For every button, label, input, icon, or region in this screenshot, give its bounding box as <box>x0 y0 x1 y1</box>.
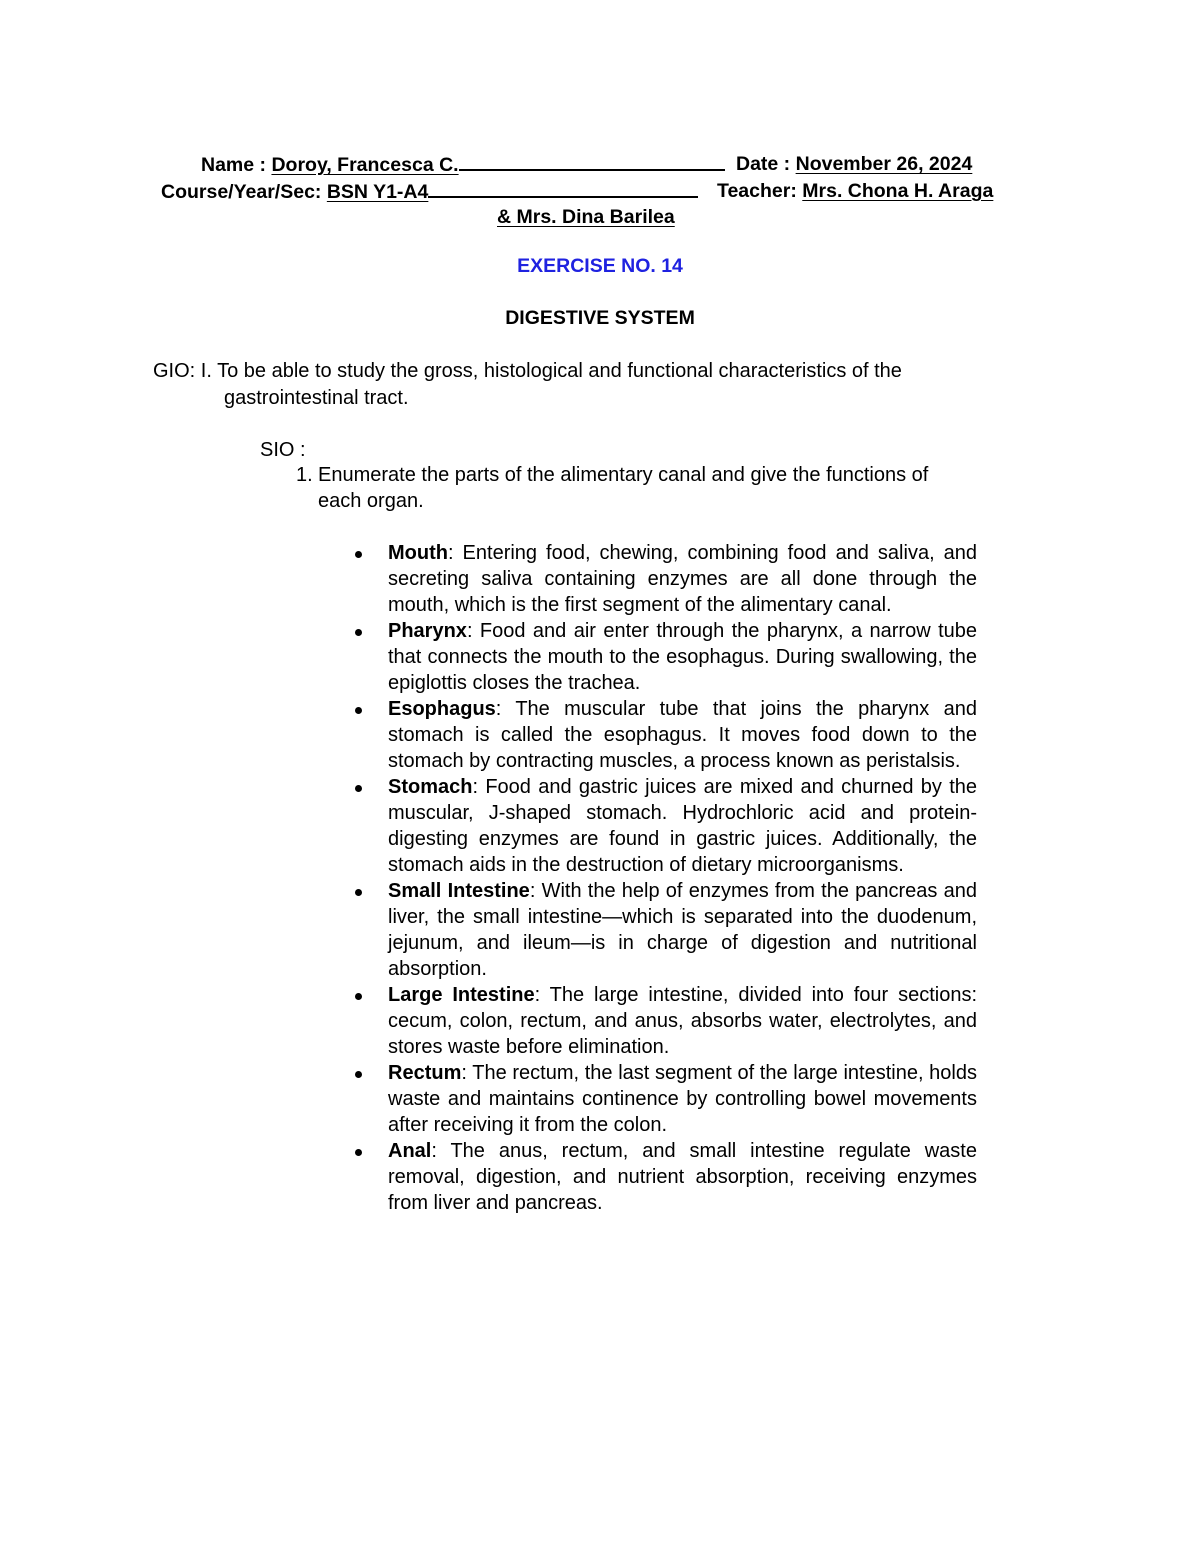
organ-term: Anal <box>388 1140 432 1162</box>
organ-list <box>388 540 977 1216</box>
organ-term: Stomach <box>388 776 473 798</box>
bullet-icon <box>355 707 362 714</box>
date-value: November 26, 2024 <box>795 153 973 175</box>
name-label: Name : <box>201 154 272 176</box>
list-item <box>388 774 977 878</box>
organ-description: : The muscular tube that joins the pharynx and stomach is called the esophagus. It moves food down to the stomach by contracting muscles, a process known as peristalsis. <box>388 698 977 772</box>
date-label: Date : <box>736 153 796 175</box>
list-item <box>388 1138 977 1216</box>
organ-term: Pharynx <box>388 620 467 642</box>
list-item <box>388 618 977 696</box>
teacher-value-continued: & Mrs. Dina Barilea <box>497 206 675 228</box>
organ-description: : Entering food, chewing, combining food and saliva, and secreting saliva containing enzymes are all done through the mouth, which is the first segment of the alimentary canal. <box>388 542 977 616</box>
course-underline <box>428 178 698 198</box>
bullet-icon <box>355 1149 362 1156</box>
bullet-icon <box>355 785 362 792</box>
sio-item-number: 1. <box>296 464 313 486</box>
sio-item-line-1: Enumerate the parts of the alimentary canal and give the functions of <box>318 464 929 486</box>
organ-description: : The large intestine, divided into four sections: cecum, colon, rectum, and anus, absorbs water, electrolytes, and stores waste before elimination. <box>388 984 977 1058</box>
sio-item-line-2: each organ. <box>318 490 424 512</box>
course-value: BSN Y1-A4 <box>326 181 429 203</box>
bullet-icon <box>355 629 362 636</box>
course-label: Course/Year/Sec: <box>161 181 327 203</box>
course-field <box>161 178 698 205</box>
list-item <box>388 540 977 618</box>
list-item <box>388 878 977 982</box>
organ-term: Large Intestine <box>388 984 535 1006</box>
exercise-title: EXERCISE NO. 14 <box>517 255 683 277</box>
name-field <box>201 151 725 178</box>
topic-title: DIGESTIVE SYSTEM <box>505 307 695 329</box>
organ-description: : Food and gastric juices are mixed and churned by the muscular, J-shaped stomach. Hydrochloric acid and protein-digesting enzymes are found in gastric juices. Additionally, the stomach aids in the destruction of dietary microorganisms. <box>388 776 977 876</box>
teacher-field-continued <box>497 204 675 230</box>
list-item <box>388 696 977 774</box>
list-item <box>388 982 977 1060</box>
teacher-field <box>717 178 993 204</box>
teacher-value: Mrs. Chona H. Araga <box>802 180 994 202</box>
gio-line-1: GIO: I. To be able to study the gross, histological and functional characteristics of the <box>153 360 902 382</box>
organ-description: : The rectum, the last segment of the large intestine, holds waste and maintains continence by controlling bowel movements after receiving it from the colon. <box>388 1062 977 1136</box>
name-value: Doroy, Francesca C. <box>271 154 459 176</box>
bullet-icon <box>355 993 362 1000</box>
list-item <box>388 1060 977 1138</box>
bullet-icon <box>355 1071 362 1078</box>
bullet-icon <box>355 889 362 896</box>
organ-term: Mouth <box>388 542 448 564</box>
name-underline <box>459 151 725 171</box>
organ-description: : The anus, rectum, and small intestine regulate waste removal, digestion, and nutrient absorption, receiving enzymes from liver and pancreas. <box>388 1140 977 1214</box>
organ-description: : Food and air enter through the pharynx, a narrow tube that connects the mouth to the esophagus. During swallowing, the epiglottis closes the trachea. <box>388 620 977 694</box>
bullet-icon <box>355 551 362 558</box>
date-field <box>736 151 972 177</box>
teacher-label: Teacher: <box>717 180 803 202</box>
organ-term: Small Intestine <box>388 880 530 902</box>
organ-description: : With the help of enzymes from the pancreas and liver, the small intestine—which is separated into the duodenum, jejunum, and ileum—is in charge of digestion and nutritional absorption. <box>388 880 978 980</box>
gio-line-2: gastrointestinal tract. <box>224 387 409 409</box>
sio-label: SIO : <box>260 439 306 461</box>
organ-term: Esophagus <box>388 698 496 720</box>
organ-term: Rectum <box>388 1062 462 1084</box>
